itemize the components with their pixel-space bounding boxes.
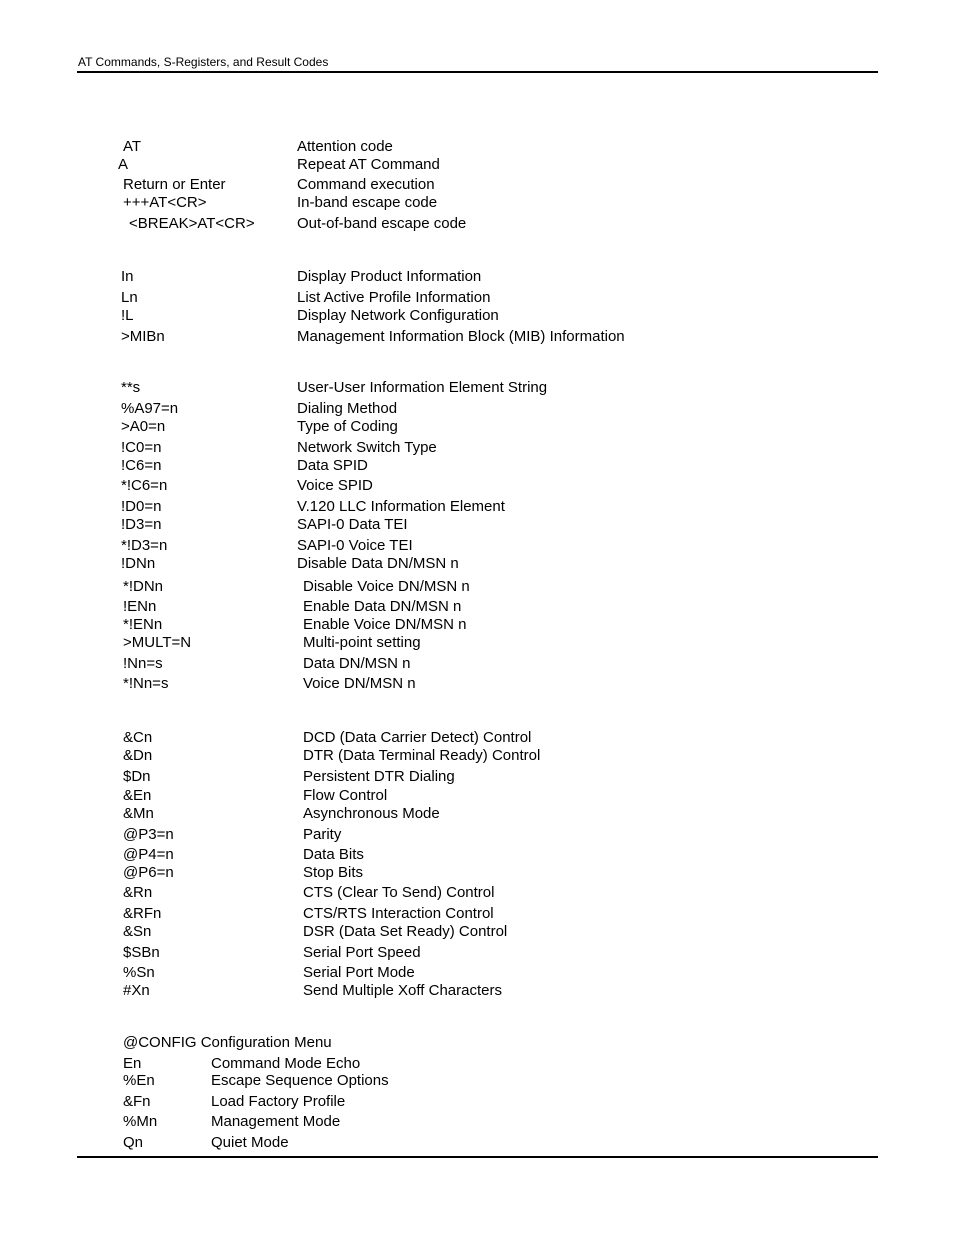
- header-rule: [77, 71, 878, 73]
- command-description: Command execution: [297, 176, 435, 193]
- command-description: Multi-point setting: [303, 634, 421, 651]
- command-description: Network Switch Type: [297, 439, 437, 456]
- command-description: V.120 LLC Information Element: [297, 498, 505, 515]
- command-description: Enable Voice DN/MSN n: [303, 616, 467, 633]
- command-code: %Sn: [123, 964, 155, 981]
- command-description: In-band escape code: [297, 194, 438, 211]
- command-code: &Mn: [123, 805, 154, 822]
- command-description: Display Network Configuration: [297, 307, 499, 324]
- command-description: Load Factory Profile: [211, 1093, 346, 1110]
- command-description: Display Product Information: [297, 268, 482, 285]
- command-code: !ENn: [123, 598, 157, 615]
- command-description: Type of Coding: [297, 418, 398, 435]
- command-code: **s: [121, 379, 141, 396]
- command-description: Disable Voice DN/MSN n: [303, 578, 470, 595]
- command-description: User-User Information Element String: [297, 379, 548, 396]
- command-description: Send Multiple Xoff Characters: [303, 982, 502, 999]
- command-description: Enable Data DN/MSN n: [303, 598, 462, 615]
- command-code: @P3=n: [123, 826, 174, 843]
- command-description: DCD (Data Carrier Detect) Control: [303, 729, 532, 746]
- command-code: *!D3=n: [121, 537, 168, 554]
- command-description: Voice SPID: [297, 477, 373, 494]
- command-code: %En: [123, 1072, 155, 1089]
- config-menu-title: @CONFIG Configuration Menu: [123, 1034, 332, 1051]
- command-code: Return or Enter: [123, 176, 226, 193]
- command-code: #Xn: [123, 982, 150, 999]
- command-code: $SBn: [123, 944, 160, 961]
- command-description: Asynchronous Mode: [303, 805, 440, 822]
- command-description: Persistent DTR Dialing: [303, 768, 455, 785]
- command-code: *!ENn: [123, 616, 163, 633]
- command-code: !Nn=s: [123, 655, 163, 672]
- command-description: Flow Control: [303, 787, 388, 804]
- command-description: Parity: [303, 826, 342, 843]
- command-code: $Dn: [123, 768, 151, 785]
- command-description: Serial Port Speed: [303, 944, 421, 961]
- command-code: >A0=n: [121, 418, 166, 435]
- command-code: @P6=n: [123, 864, 174, 881]
- command-description: CTS (Clear To Send) Control: [303, 884, 495, 901]
- command-code: >MIBn: [121, 328, 165, 345]
- command-code: &Rn: [123, 884, 153, 901]
- command-code: %A97=n: [121, 400, 179, 417]
- running-header: AT Commands, S-Registers, and Result Codes: [78, 55, 329, 69]
- command-code: Qn: [123, 1134, 144, 1151]
- command-code: &Fn: [123, 1093, 151, 1110]
- command-code: &En: [123, 787, 152, 804]
- command-code: !C0=n: [121, 439, 162, 456]
- command-description: Data Bits: [303, 846, 364, 863]
- command-code: *!Nn=s: [123, 675, 169, 692]
- command-code: Ln: [121, 289, 138, 306]
- command-code: &Dn: [123, 747, 153, 764]
- command-code: !L: [121, 307, 134, 324]
- command-description: Management Information Block (MIB) Information: [297, 328, 625, 345]
- command-description: DTR (Data Terminal Ready) Control: [303, 747, 541, 764]
- command-code: >MULT=N: [123, 634, 192, 651]
- command-description: Attention code: [297, 138, 393, 155]
- command-description: Dialing Method: [297, 400, 398, 417]
- command-code: <BREAK>AT<CR>: [129, 215, 255, 232]
- command-description: List Active Profile Information: [297, 289, 491, 306]
- command-description: Data DN/MSN n: [303, 655, 411, 672]
- command-code: &Cn: [123, 729, 153, 746]
- command-code: +++AT<CR>: [123, 194, 207, 211]
- command-description: SAPI-0 Voice TEI: [297, 537, 413, 554]
- command-code: *!DNn: [123, 578, 164, 595]
- command-description: Management Mode: [211, 1113, 341, 1130]
- command-description: SAPI-0 Data TEI: [297, 516, 408, 533]
- command-code: !D0=n: [121, 498, 162, 515]
- command-description: Repeat AT Command: [297, 156, 440, 173]
- command-description: Data SPID: [297, 457, 368, 474]
- footer-rule: [77, 1156, 878, 1158]
- command-description: Voice DN/MSN n: [303, 675, 416, 692]
- command-description: Disable Data DN/MSN n: [297, 555, 459, 572]
- command-description: Serial Port Mode: [303, 964, 415, 981]
- command-code: AT: [123, 138, 142, 155]
- command-description: Stop Bits: [303, 864, 364, 881]
- command-description: Command Mode Echo: [211, 1055, 361, 1072]
- command-code: @P4=n: [123, 846, 174, 863]
- command-code: &RFn: [123, 905, 162, 922]
- command-code: *!C6=n: [121, 477, 168, 494]
- command-code: &Sn: [123, 923, 152, 940]
- command-code: !DNn: [121, 555, 156, 572]
- command-code: !C6=n: [121, 457, 162, 474]
- command-code: !D3=n: [121, 516, 162, 533]
- command-description: Quiet Mode: [211, 1134, 289, 1151]
- command-code: En: [123, 1055, 142, 1072]
- command-code: In: [121, 268, 134, 285]
- command-description: DSR (Data Set Ready) Control: [303, 923, 508, 940]
- command-code: %Mn: [123, 1113, 158, 1130]
- command-code: A: [118, 156, 129, 173]
- command-description: Out-of-band escape code: [297, 215, 467, 232]
- command-description: CTS/RTS Interaction Control: [303, 905, 494, 922]
- command-description: Escape Sequence Options: [211, 1072, 389, 1089]
